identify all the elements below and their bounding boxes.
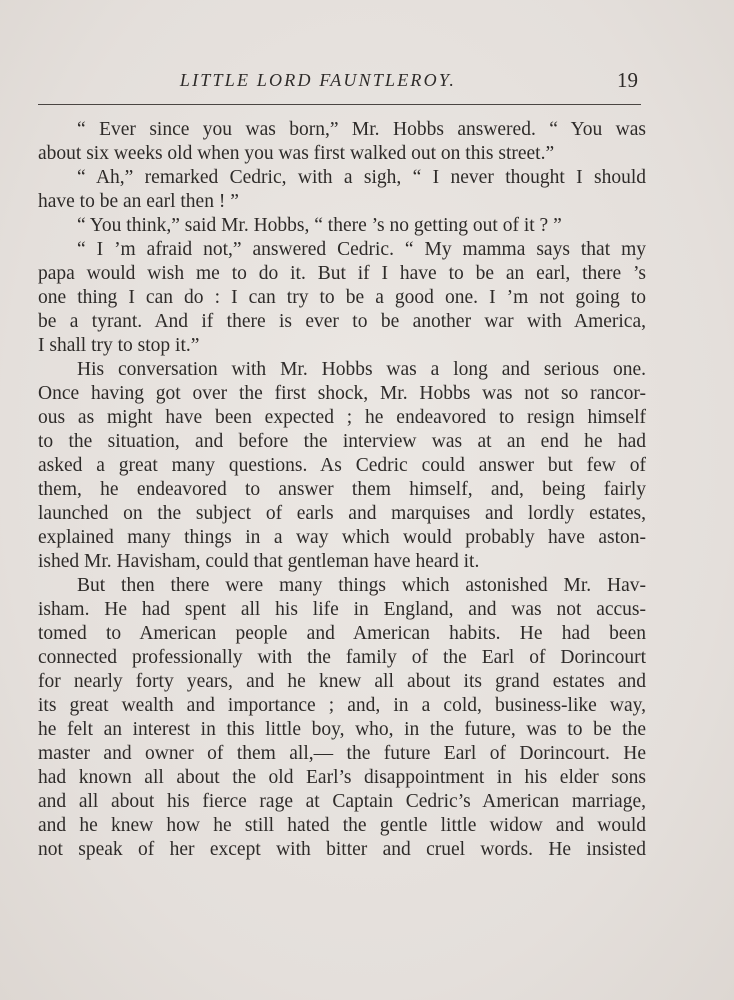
text-line: ous as might have been expected ; he endeavored to resign himself bbox=[38, 407, 646, 428]
running-title: LITTLE LORD FAUNTLEROY. bbox=[179, 70, 457, 90]
text-line: tomed to American people and American habits. He had been bbox=[38, 623, 646, 644]
text-line: have to be an earl then ! ” bbox=[38, 191, 239, 212]
text-line: asked a great many questions. As Cedric could answer but few of bbox=[38, 455, 646, 476]
text-line: launched on the subject of earls and marquises and lordly estates, bbox=[38, 503, 646, 524]
text-line: one thing I can do : I can try to be a good one. I ’m not going to bbox=[38, 287, 646, 308]
text-line: had known all about the old Earl’s disappointment in his elder sons bbox=[38, 767, 646, 788]
text-line: “ Ever since you was born,” Mr. Hobbs answered. “ You was bbox=[77, 119, 646, 140]
text-line: to the situation, and before the interview was at an end he had bbox=[38, 431, 646, 452]
text-line: “ Ah,” remarked Cedric, with a sigh, “ I never thought I should bbox=[77, 167, 646, 188]
text-line: Once having got over the first shock, Mr. Hobbs was not so rancor- bbox=[38, 383, 646, 404]
text-line: “ You think,” said Mr. Hobbs, “ there ’s no getting out of it ? ” bbox=[77, 215, 562, 236]
text-line: isham. He had spent all his life in England, and was not accus- bbox=[38, 599, 646, 620]
text-line: he felt an interest in this little boy, who, in the future, was to be the bbox=[38, 719, 646, 740]
text-line: and all about his fierce rage at Captain Cedric’s American marriage, bbox=[38, 791, 646, 812]
text-line: not speak of her except with bitter and cruel words. He insisted bbox=[38, 839, 646, 860]
text-line: ished Mr. Havisham, could that gentleman have heard it. bbox=[38, 551, 480, 572]
text-line: them, he endeavored to answer them himself, and, being fairly bbox=[38, 479, 646, 500]
text-line: But then there were many things which astonished Mr. Hav- bbox=[77, 575, 646, 596]
text-line: and he knew how he still hated the gentle little widow and would bbox=[38, 815, 646, 836]
text-line: I shall try to stop it.” bbox=[38, 335, 200, 356]
text-line: master and owner of them all,— the future Earl of Dorincourt. He bbox=[38, 743, 646, 764]
text-line: explained many things in a way which would probably have aston- bbox=[38, 527, 646, 548]
text-line: connected professionally with the family of the Earl of Dorincourt bbox=[38, 647, 646, 668]
body-text bbox=[38, 118, 646, 862]
text-line: its great wealth and importance ; and, in a cold, business-like way, bbox=[38, 695, 646, 716]
header-rule bbox=[38, 104, 641, 105]
text-line: “ I ’m afraid not,” answered Cedric. “ My mamma says that my bbox=[77, 239, 646, 260]
text-line: for nearly forty years, and he knew all about its grand estates and bbox=[38, 671, 646, 692]
text-line: be a tyrant. And if there is ever to be another war with America, bbox=[38, 311, 646, 332]
text-line: papa would wish me to do it. But if I have to be an earl, there ’s bbox=[38, 263, 646, 284]
page-number: 19 bbox=[617, 68, 638, 92]
text-line: about six weeks old when you was first walked out on this street.” bbox=[38, 143, 555, 164]
running-head bbox=[38, 68, 640, 98]
text-line: His conversation with Mr. Hobbs was a long and serious one. bbox=[77, 359, 646, 380]
